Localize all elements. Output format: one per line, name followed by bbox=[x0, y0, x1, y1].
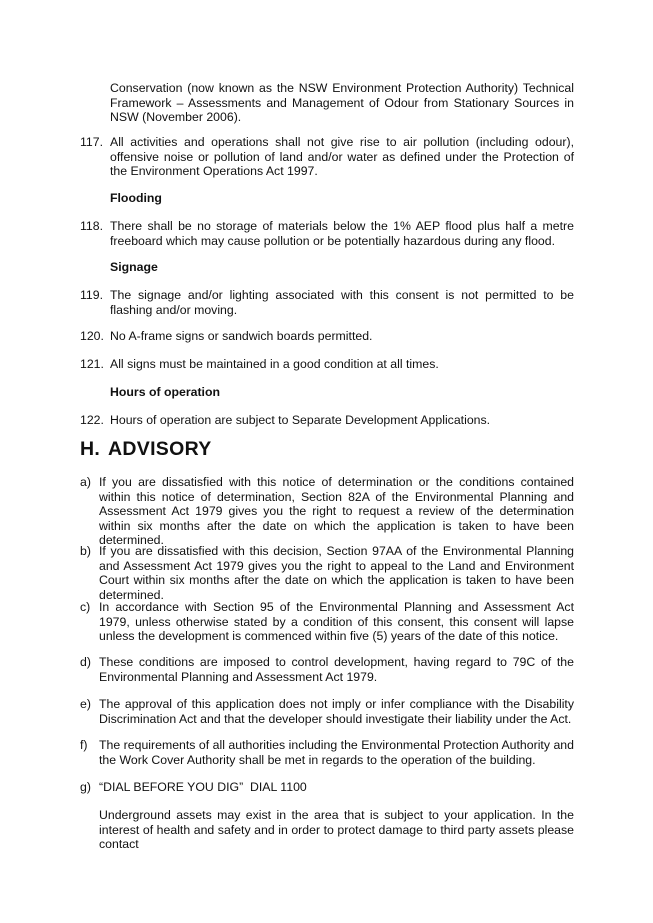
section-heading bbox=[80, 438, 212, 461]
condition-number: 119. bbox=[80, 288, 104, 302]
subheading-signage: Signage bbox=[110, 260, 158, 274]
dial-note: Underground assets may exist in the area that is subject to your application. In the interest of health and safety and in order to protect damage to third party assets please contact bbox=[99, 808, 574, 852]
condition-number: 120. bbox=[80, 329, 104, 343]
condition-text: All signs must be maintained in a good condition at all times. bbox=[110, 357, 439, 371]
advisory-text: “DIAL BEFORE YOU DIG” DIAL 1100 bbox=[99, 780, 307, 794]
subheading-flooding: Flooding bbox=[110, 191, 162, 205]
advisory-label: g) bbox=[80, 780, 91, 794]
advisory-label: c) bbox=[80, 600, 91, 614]
section-title: ADVISORY bbox=[108, 438, 212, 460]
advisory-text: The requirements of all authorities including the Environmental Protection Authority and the Work Cover Authority shall be met in regards to the operation of the building. bbox=[99, 738, 574, 767]
section-letter: H. bbox=[80, 438, 101, 460]
advisory-label: b) bbox=[80, 544, 91, 558]
subheading-hours: Hours of operation bbox=[110, 385, 220, 399]
condition-text: All activities and operations shall not give rise to air pollution (including odour), offensive noise or pollution of land and/or water as defined under the Protection of the Environment Operations Act 1997. bbox=[110, 135, 574, 179]
condition-number: 122. bbox=[80, 413, 104, 427]
intro-continuation: Conservation (now known as the NSW Environment Protection Authority) Technical Framework – Assessments and Management of Odour from Stationary Sources in NSW (November 2006). bbox=[110, 81, 574, 125]
condition-number: 121. bbox=[80, 357, 104, 371]
advisory-label: f) bbox=[80, 738, 88, 752]
condition-text: No A-frame signs or sandwich boards permitted. bbox=[110, 329, 373, 343]
advisory-text: In accordance with Section 95 of the Environmental Planning and Assessment Act 1979, unless otherwise stated by a condition of this consent, this consent will lapse unless the development is commenced within five (5) years of the date of this notice. bbox=[99, 600, 574, 644]
condition-number: 117. bbox=[80, 135, 104, 149]
advisory-label: a) bbox=[80, 475, 91, 489]
condition-text: There shall be no storage of materials below the 1% AEP flood plus half a metre freeboard which may cause pollution or be potentially hazardous during any flood. bbox=[110, 219, 574, 248]
advisory-text: If you are dissatisfied with this decision, Section 97AA of the Environmental Planning and Assessment Act 1979 gives you the right to appeal to the Land and Environment Court within six months after the date on which the application is taken to have been determined. bbox=[99, 544, 574, 602]
advisory-text: The approval of this application does not imply or infer compliance with the Disability Discrimination Act and that the developer should investigate their liability under the Act. bbox=[99, 697, 574, 726]
advisory-text: These conditions are imposed to control development, having regard to 79C of the Environmental Planning and Assessment Act 1979. bbox=[99, 655, 574, 684]
advisory-label: e) bbox=[80, 697, 91, 711]
condition-text: The signage and/or lighting associated with this consent is not permitted to be flashing and/or moving. bbox=[110, 288, 574, 317]
advisory-text: If you are dissatisfied with this notice of determination or the conditions contained within this notice of determination, Section 82A of the Environmental Planning and Assessment Act 1979 gives you the right to request a review of the determination within six months after the date on which the application is taken to have been determined. bbox=[99, 475, 574, 548]
condition-number: 118. bbox=[80, 219, 104, 233]
advisory-label: d) bbox=[80, 655, 91, 669]
condition-text: Hours of operation are subject to Separate Development Applications. bbox=[110, 413, 491, 427]
